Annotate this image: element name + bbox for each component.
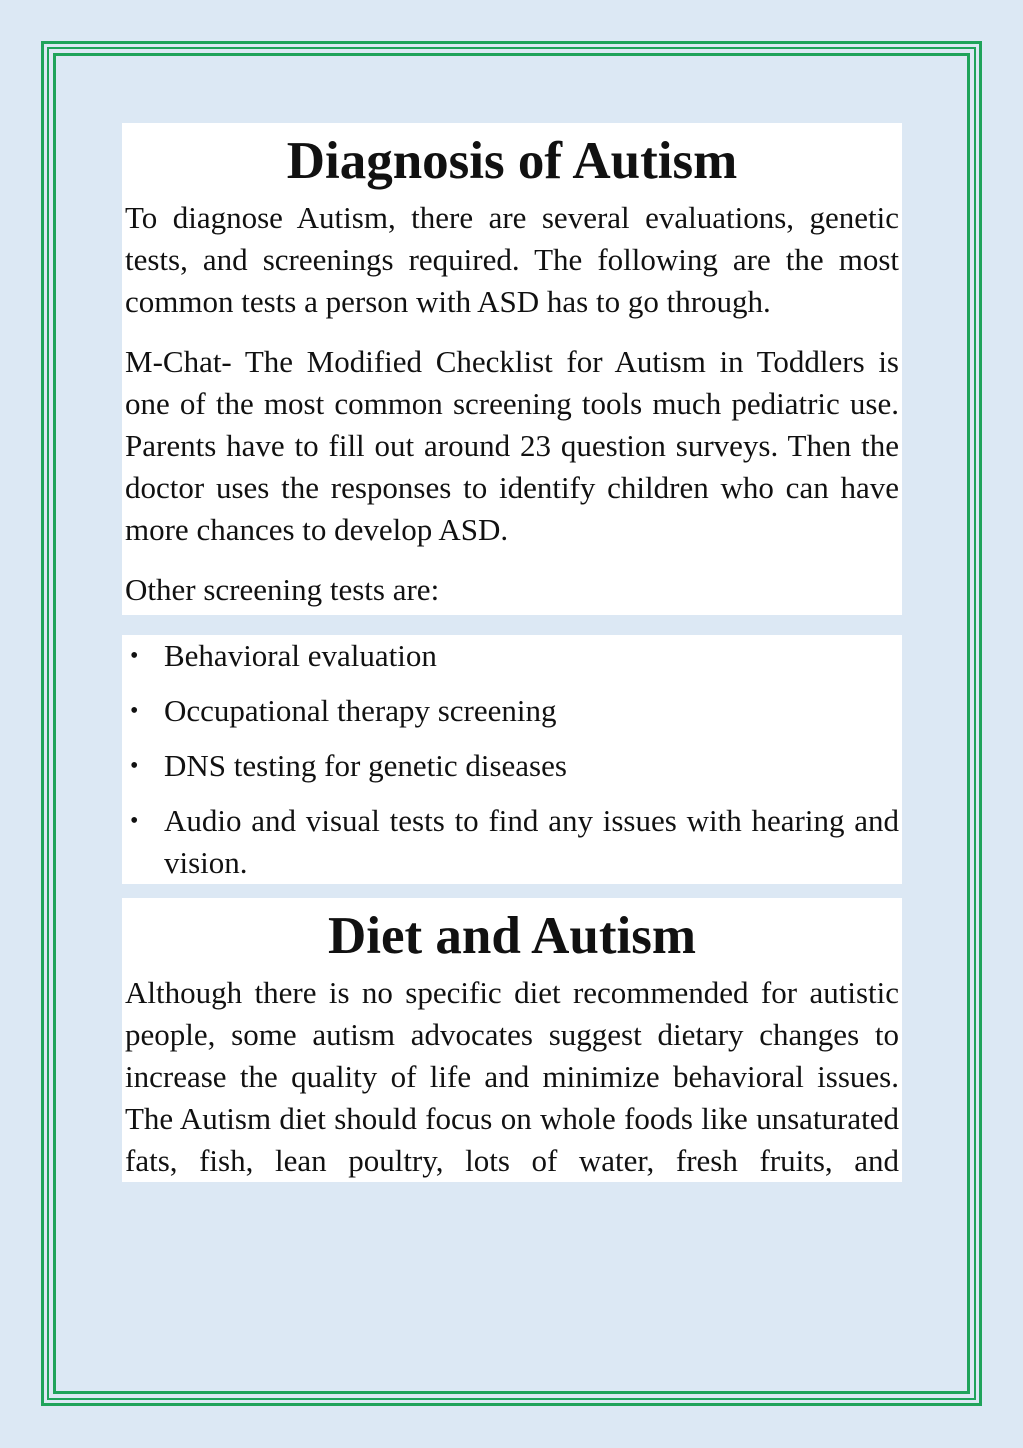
list-item: [122, 635, 899, 677]
list-item-text: DNS testing for genetic diseases: [164, 748, 567, 783]
diet-body-paragraph: Although there is no specific diet recommended for autistic people, some autism advocates suggest dietary changes to increase the quality of life and minimize behavioral issues. The Autism diet should focus on whole foods like unsaturated fats, fish, lean poultry, lots of water, fresh fruits, and: [125, 975, 899, 1178]
document-content: [122, 123, 902, 1182]
mchat-paragraph: M-Chat- The Modified Checklist for Autism in Toddlers is one of the most common screening tools much pediatric use. Parents have to fill out around 23 question surveys. Then the doctor uses the responses to identify children who can have more chances to develop ASD.: [125, 344, 899, 547]
list-item-text: Audio and visual tests to find any issues with hearing and vision.: [164, 803, 899, 880]
list-item: [122, 745, 899, 787]
list-item-text: Occupational therapy screening: [164, 693, 557, 728]
other-tests-label: Other screening tests are:: [125, 572, 440, 607]
bullet-icon: •: [130, 698, 139, 724]
diagnosis-heading: Diagnosis of Autism: [286, 132, 738, 190]
list-item-text: Behavioral evaluation: [164, 638, 437, 673]
diagnosis-intro-paragraph: To diagnose Autism, there are several evaluations, genetic tests, and screenings required. The following are the most common tests a person with ASD has to go through.: [125, 200, 899, 319]
diet-heading: Diet and Autism: [327, 907, 697, 965]
paragraph-spacer: [122, 323, 902, 341]
paragraph-spacer: [122, 551, 902, 569]
diagnosis-section: [122, 123, 902, 615]
list-item: [122, 690, 899, 732]
bullet-icon: •: [130, 643, 139, 669]
screening-tests-list: [122, 635, 899, 884]
list-item: [122, 800, 899, 884]
bullet-icon: •: [130, 753, 139, 779]
screening-tests-list-block: [122, 635, 902, 884]
bullet-icon: •: [130, 808, 139, 834]
diet-section: [122, 898, 902, 1182]
